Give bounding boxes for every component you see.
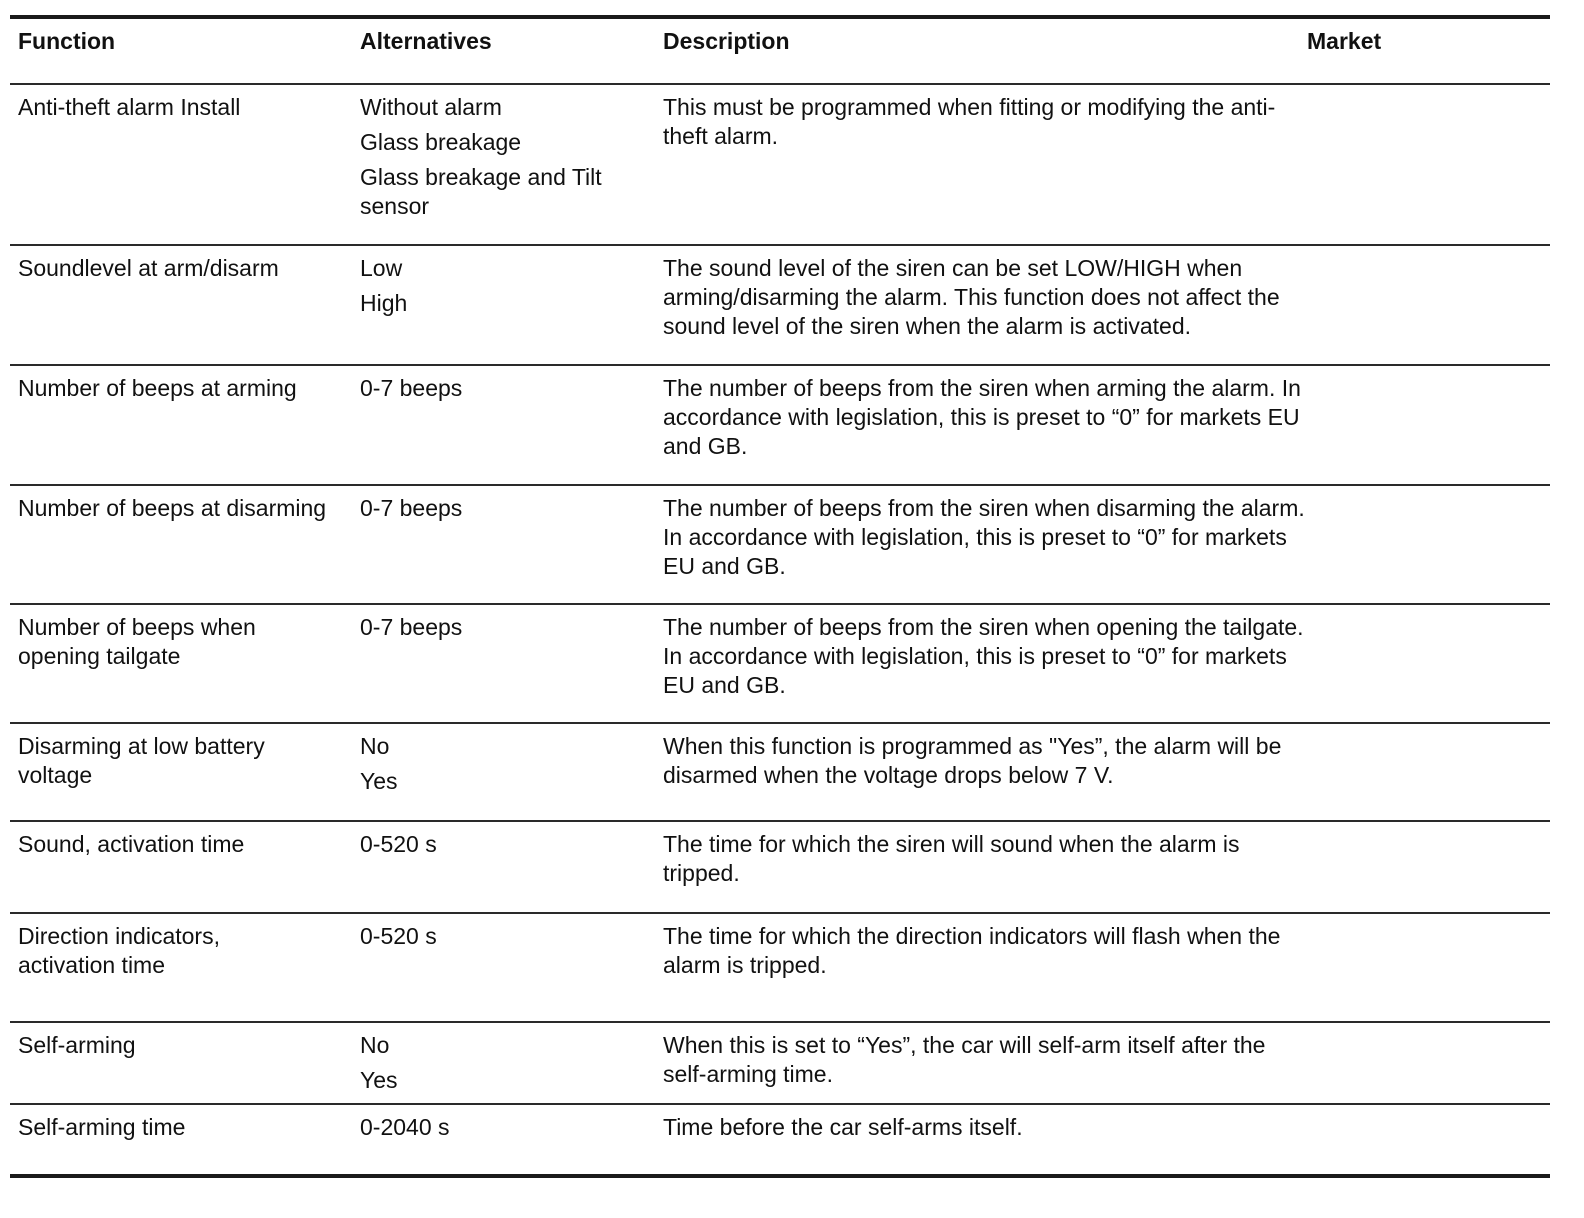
- function-cell: Number of beeps at disarming: [18, 495, 327, 521]
- alternatives-cell: [360, 922, 650, 957]
- table-row: [10, 912, 1550, 1021]
- description-cell: The number of beeps from the siren when disarming the alarm. In accordance with legislation, this is preset to “0” for markets EU and GB.: [663, 495, 1305, 579]
- header-function: Function: [18, 28, 116, 54]
- alternatives-cell: [360, 93, 650, 227]
- alternative-item: 0-7 beeps: [360, 495, 463, 521]
- function-cell: Self-arming time: [18, 1114, 186, 1140]
- description-cell: This must be programmed when fitting or modifying the anti-theft alarm.: [663, 94, 1276, 149]
- alternative-item: 0-2040 s: [360, 1114, 450, 1140]
- alternatives-cell: [360, 1113, 650, 1148]
- function-cell: Number of beeps at arming: [18, 375, 297, 401]
- function-cell: Disarming at low battery voltage: [18, 733, 265, 788]
- alternative-item: No: [360, 733, 390, 759]
- table-header-row: [10, 19, 1550, 83]
- alternative-item: Yes: [360, 768, 398, 794]
- table-row: [10, 83, 1550, 244]
- description-cell: The time for which the direction indicators will flash when the alarm is tripped.: [663, 923, 1281, 978]
- alternative-item: Glass breakage: [360, 129, 522, 155]
- alternative-item: Yes: [360, 1067, 398, 1093]
- table-row: [10, 722, 1550, 820]
- description-cell: The number of beeps from the siren when arming the alarm. In accordance with legislation, this is preset to “0” for markets EU and GB.: [663, 375, 1301, 459]
- table-row: [10, 244, 1550, 364]
- description-cell: When this function is programmed as "Yes”, the alarm will be disarmed when the voltage drops below 7 V.: [663, 733, 1282, 788]
- table-row: [10, 484, 1550, 603]
- table-row: [10, 820, 1550, 912]
- alternative-item: High: [360, 290, 408, 316]
- table-row: [10, 1103, 1550, 1174]
- alternatives-cell: [360, 1031, 650, 1101]
- alternative-item: No: [360, 1032, 390, 1058]
- alternative-item: 0-7 beeps: [360, 614, 463, 640]
- table-row: [10, 603, 1550, 722]
- alternative-item: 0-7 beeps: [360, 375, 463, 401]
- alternative-item: Low: [360, 255, 403, 281]
- function-cell: Anti-theft alarm Install: [18, 94, 241, 120]
- table-row: [10, 364, 1550, 484]
- header-market: Market: [1307, 28, 1382, 54]
- settings-table: [10, 15, 1550, 1178]
- header-description: Description: [663, 28, 790, 54]
- alternatives-cell: [360, 254, 650, 324]
- alternative-item: Without alarm: [360, 94, 502, 120]
- alternatives-cell: [360, 732, 650, 802]
- function-cell: Self-arming: [18, 1032, 136, 1058]
- alternatives-cell: [360, 494, 650, 529]
- header-alternatives: Alternatives: [360, 28, 492, 54]
- description-cell: The sound level of the siren can be set LOW/HIGH when arming/disarming the alarm. This function does not affect the sound level of the siren when the alarm is activated.: [663, 255, 1280, 339]
- alternative-item: 0-520 s: [360, 831, 437, 857]
- description-cell: The number of beeps from the siren when opening the tailgate. In accordance with legislation, this is preset to “0” for markets EU and GB.: [663, 614, 1304, 698]
- alternatives-cell: [360, 830, 650, 865]
- description-cell: The time for which the siren will sound when the alarm is tripped.: [663, 831, 1240, 886]
- alternatives-cell: [360, 613, 650, 648]
- description-cell: When this is set to “Yes”, the car will self-arm itself after the self-arming time.: [663, 1032, 1266, 1087]
- function-cell: Soundlevel at arm/disarm: [18, 255, 279, 281]
- alternative-item: 0-520 s: [360, 923, 437, 949]
- function-cell: Number of beeps when opening tailgate: [18, 614, 256, 669]
- function-cell: Sound, activation time: [18, 831, 245, 857]
- table-body: [10, 83, 1550, 1174]
- table-row: [10, 1021, 1550, 1103]
- description-cell: Time before the car self-arms itself.: [663, 1114, 1023, 1140]
- alternatives-cell: [360, 374, 650, 409]
- function-cell: Direction indicators, activation time: [18, 923, 220, 978]
- alternative-item: Glass breakage and Tilt sensor: [360, 164, 602, 219]
